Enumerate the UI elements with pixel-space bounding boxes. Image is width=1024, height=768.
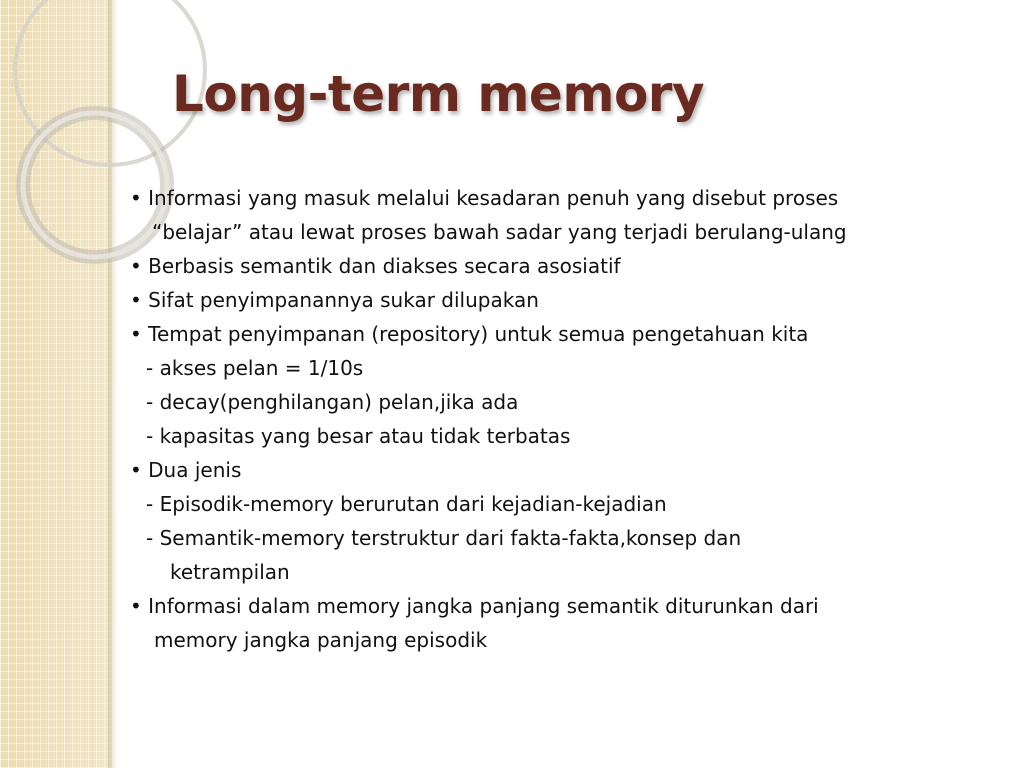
sub-item-line: - decay(penghilangan) pelan,jika ada bbox=[146, 390, 519, 414]
continuation-line: ketrampilan bbox=[170, 560, 290, 584]
bullet-line: • Berbasis semantik dan diakses secara asosiatif bbox=[130, 249, 1010, 283]
bullet-line: • Informasi dalam memory jangka panjang semantik diturunkan dari bbox=[130, 589, 1010, 623]
bullet-line: • Sifat penyimpanannya sukar dilupakan bbox=[130, 283, 1010, 317]
sub-item-line: - Semantik-memory terstruktur dari fakta-fakta,konsep dan bbox=[146, 526, 742, 550]
bullet-line: • Informasi yang masuk melalui kesadaran penuh yang disebut proses bbox=[130, 181, 1010, 215]
sub-item-line: - kapasitas yang besar atau tidak terbatas bbox=[146, 424, 571, 448]
slide-body bbox=[130, 181, 1010, 657]
continuation-line: memory jangka panjang episodik bbox=[154, 628, 488, 652]
bullet-line: • Tempat penyimpanan (repository) untuk semua pengetahuan kita bbox=[130, 317, 1010, 351]
sub-item-line: - Episodik-memory berurutan dari kejadian-kejadian bbox=[146, 492, 667, 516]
continuation-line: “belajar” atau lewat proses bawah sadar yang terjadi berulang-ulang bbox=[152, 220, 847, 244]
sub-item-line: - akses pelan = 1/10s bbox=[146, 356, 364, 380]
bullet-line: • Dua jenis bbox=[130, 453, 1010, 487]
slide-title: Long-term memory bbox=[172, 65, 705, 123]
